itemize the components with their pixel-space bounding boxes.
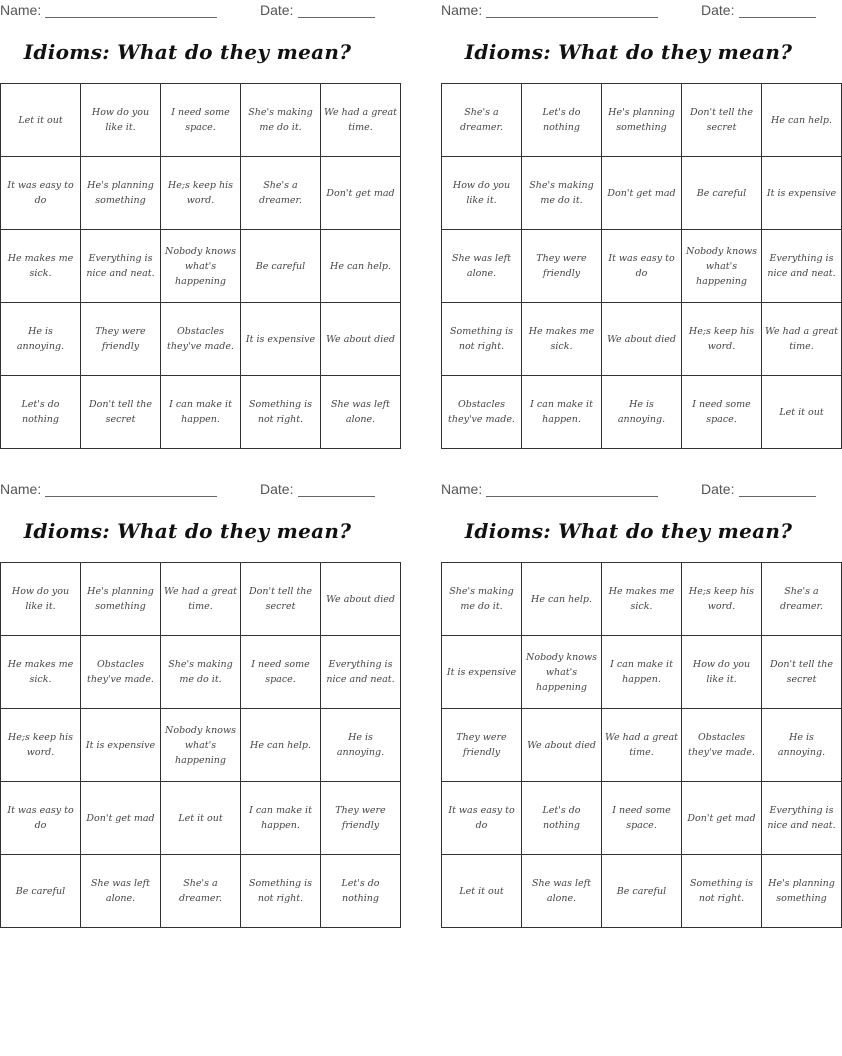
grid-cell: We about died [321,563,401,636]
worksheet-title: Idioms: What do they mean? [23,40,352,64]
name-date-header [0,479,375,501]
grid-cell: We about died [522,709,602,782]
idiom-grid [441,562,842,928]
grid-cell: How do you like it. [442,157,522,230]
grid-cell: Don't get mad [682,782,762,855]
name-blank-line[interactable] [45,17,217,18]
name-label: Name: [441,481,483,497]
grid-cell: Don't get mad [602,157,682,230]
grid-cell: She's making me do it. [442,563,522,636]
grid-cell: Be careful [602,855,682,928]
grid-cell: I need some space. [241,636,321,709]
grid-cell: Obstacles they've made. [81,636,161,709]
grid-cell: Nobody knows what's happening [161,230,241,303]
grid-cell: He;s keep his word. [1,709,81,782]
name-label: Name: [441,2,483,18]
grid-cell: I can make it happen. [522,376,602,449]
grid-cell: How do you like it. [1,563,81,636]
grid-row [1,636,401,709]
grid-cell: Let it out [762,376,842,449]
grid-cell: She was left alone. [442,230,522,303]
worksheet-title: Idioms: What do they mean? [464,40,793,64]
grid-cell: He's planning something [81,157,161,230]
name-blank-line[interactable] [486,496,658,497]
grid-row [1,782,401,855]
grid-row [1,563,401,636]
grid-cell: I need some space. [161,84,241,157]
grid-cell: It was easy to do [1,157,81,230]
grid-cell: They were friendly [522,230,602,303]
grid-cell: She's a dreamer. [762,563,842,636]
grid-cell: She was left alone. [81,855,161,928]
grid-row [1,709,401,782]
grid-cell: She was left alone. [522,855,602,928]
grid-cell: Something is not right. [241,855,321,928]
grid-cell: Everything is nice and neat. [762,230,842,303]
date-blank-line[interactable] [739,496,816,497]
grid-cell: She's making me do it. [161,636,241,709]
grid-cell: We had a great time. [161,563,241,636]
grid-cell: They were friendly [442,709,522,782]
bingo-card-2 [441,0,838,425]
grid-cell: It is expensive [442,636,522,709]
grid-cell: Something is not right. [442,303,522,376]
grid-cell: Everything is nice and neat. [321,636,401,709]
grid-cell: I can make it happen. [241,782,321,855]
grid-cell: He's planning something [81,563,161,636]
name-date-header [0,0,375,22]
grid-cell: He can help. [241,709,321,782]
grid-cell: Nobody knows what's happening [522,636,602,709]
grid-cell: I need some space. [602,782,682,855]
grid-row [1,376,401,449]
grid-cell: She's a dreamer. [442,84,522,157]
grid-cell: He;s keep his word. [682,563,762,636]
grid-row [442,709,842,782]
grid-cell: Be careful [682,157,762,230]
name-date-header [441,0,816,22]
grid-row [1,84,401,157]
grid-cell: Nobody knows what's happening [682,230,762,303]
grid-cell: Don't get mad [81,782,161,855]
grid-cell: Don't tell the secret [762,636,842,709]
grid-cell: It was easy to do [442,782,522,855]
grid-cell: Let it out [161,782,241,855]
grid-cell: Let's do nothing [522,84,602,157]
grid-cell: Let's do nothing [321,855,401,928]
grid-cell: He's planning something [602,84,682,157]
grid-cell: They were friendly [81,303,161,376]
grid-cell: He is annoying. [762,709,842,782]
grid-cell: She's making me do it. [241,84,321,157]
grid-row [442,636,842,709]
grid-cell: Don't get mad [321,157,401,230]
grid-row [442,376,842,449]
grid-cell: It is expensive [241,303,321,376]
bingo-card-1 [0,0,397,425]
grid-cell: How do you like it. [81,84,161,157]
grid-cell: It is expensive [762,157,842,230]
grid-cell: Let's do nothing [1,376,81,449]
date-blank-line[interactable] [739,17,816,18]
grid-row [442,303,842,376]
grid-cell: He is annoying. [602,376,682,449]
grid-cell: He makes me sick. [522,303,602,376]
name-label: Name: [0,2,42,18]
grid-cell: Don't tell the secret [682,84,762,157]
idiom-grid [0,83,401,449]
grid-cell: She's a dreamer. [161,855,241,928]
grid-cell: Everything is nice and neat. [762,782,842,855]
grid-cell: He;s keep his word. [682,303,762,376]
grid-cell: Don't tell the secret [81,376,161,449]
grid-cell: Let's do nothing [522,782,602,855]
grid-cell: He makes me sick. [1,636,81,709]
grid-cell: I can make it happen. [602,636,682,709]
grid-cell: She's a dreamer. [241,157,321,230]
grid-cell: Everything is nice and neat. [81,230,161,303]
grid-cell: How do you like it. [682,636,762,709]
date-blank-line[interactable] [298,496,375,497]
grid-cell: He is annoying. [321,709,401,782]
grid-cell: Obstacles they've made. [161,303,241,376]
grid-cell: Something is not right. [241,376,321,449]
grid-cell: He is annoying. [1,303,81,376]
name-blank-line[interactable] [45,496,217,497]
grid-cell: Let it out [442,855,522,928]
bingo-card-4 [441,479,836,904]
grid-cell: She was left alone. [321,376,401,449]
grid-row [442,782,842,855]
date-label: Date: [260,2,294,18]
worksheet-title: Idioms: What do they mean? [464,519,793,543]
grid-cell: He can help. [321,230,401,303]
grid-cell: Nobody knows what's happening [161,709,241,782]
grid-cell: They were friendly [321,782,401,855]
grid-cell: We had a great time. [321,84,401,157]
grid-row [442,157,842,230]
grid-row [1,303,401,376]
idiom-grid [441,83,842,449]
grid-row [1,855,401,928]
grid-cell: Be careful [1,855,81,928]
grid-row [1,230,401,303]
name-label: Name: [0,481,42,497]
idiom-grid [0,562,401,928]
date-label: Date: [260,481,294,497]
grid-cell: He's planning something [762,855,842,928]
date-blank-line[interactable] [298,17,375,18]
grid-cell: She's making me do it. [522,157,602,230]
grid-cell: He makes me sick. [1,230,81,303]
grid-cell: He can help. [762,84,842,157]
grid-row [442,84,842,157]
grid-row [442,563,842,636]
grid-cell: Obstacles they've made. [682,709,762,782]
grid-cell: We had a great time. [602,709,682,782]
bingo-card-3 [0,479,395,904]
grid-cell: Obstacles they've made. [442,376,522,449]
grid-cell: Something is not right. [682,855,762,928]
name-blank-line[interactable] [486,17,658,18]
grid-cell: He can help. [522,563,602,636]
worksheet-title: Idioms: What do they mean? [23,519,352,543]
grid-cell: Let it out [1,84,81,157]
date-label: Date: [701,481,735,497]
grid-cell: It was easy to do [602,230,682,303]
grid-cell: Don't tell the secret [241,563,321,636]
grid-cell: It was easy to do [1,782,81,855]
grid-cell: I can make it happen. [161,376,241,449]
grid-cell: I need some space. [682,376,762,449]
name-date-header [441,479,816,501]
grid-cell: Be careful [241,230,321,303]
grid-cell: He;s keep his word. [161,157,241,230]
grid-row [442,855,842,928]
grid-cell: He makes me sick. [602,563,682,636]
grid-cell: We had a great time. [762,303,842,376]
grid-cell: It is expensive [81,709,161,782]
date-label: Date: [701,2,735,18]
grid-row [1,157,401,230]
grid-cell: We about died [602,303,682,376]
grid-row [442,230,842,303]
grid-cell: We about died [321,303,401,376]
